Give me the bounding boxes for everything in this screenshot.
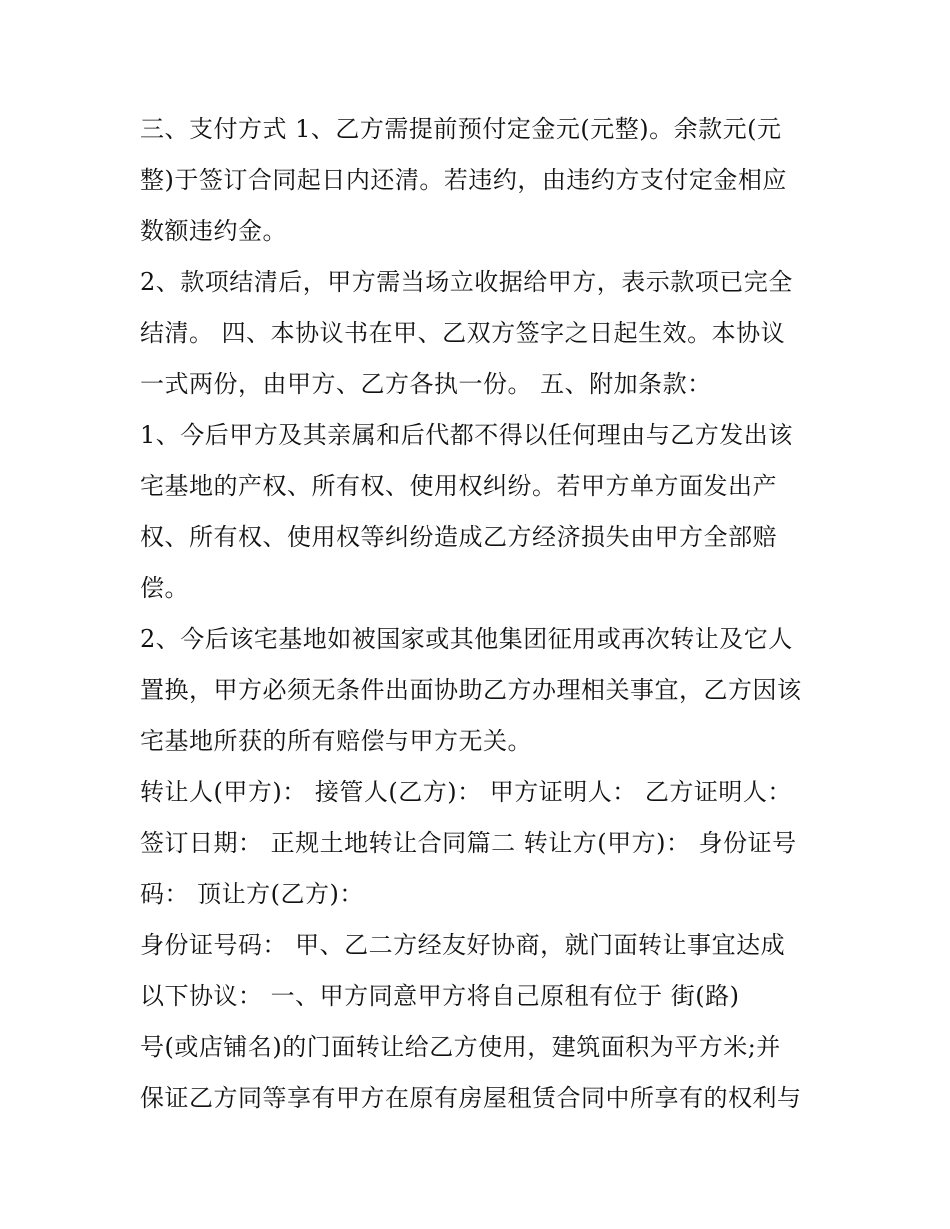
text-line: 偿。: [140, 574, 189, 602]
text-line: 以下协议： 一、甲方同意甲方将自己原租有位于 街(路): [140, 982, 740, 1010]
text-line: 1、今后甲方及其亲属和后代都不得以任何理由与乙方发出该: [140, 421, 793, 449]
document-body: [140, 104, 820, 1124]
text-line: 转让人(甲方)： 接管人(乙方)： 甲方证明人： 乙方证明人：: [140, 778, 792, 806]
text-line: 宅基地所获的所有赔偿与甲方无关。: [140, 727, 532, 755]
text-line: 数额违约金。: [140, 217, 287, 245]
text-line: 码： 顶让方(乙方)：: [140, 880, 364, 908]
text-line: 签订日期： 正规土地转让合同篇二 转让方(甲方)： 身份证号: [140, 829, 797, 857]
text-line: 权、所有权、使用权等纠纷造成乙方经济损失由甲方全部赔: [140, 523, 777, 551]
text-line: 一式两份，由甲方、乙方各执一份。 五、附加条款：: [140, 370, 712, 398]
text-line: 整)于签订合同起日内还清。若违约，由违约方支付定金相应: [140, 166, 787, 194]
text-line: 号(或店铺名)的门面转让给乙方使用，建筑面积为平方米;并: [140, 1033, 781, 1061]
text-line: 三、支付方式 1、乙方需提前预付定金元(元整)。余款元(元: [140, 115, 782, 143]
text-line: 2、今后该宅基地如被国家或其他集团征用或再次转让及它人: [140, 625, 793, 653]
text-line: 2、款项结清后，甲方需当场立收据给甲方，表示款项已完全: [140, 268, 793, 296]
text-line: 身份证号码： 甲、乙二方经友好协商，就门面转让事宜达成: [140, 931, 786, 959]
text-line: 宅基地的产权、所有权、使用权纠纷。若甲方单方面发出产: [140, 472, 777, 500]
text-line: 保证乙方同等享有甲方在原有房屋租赁合同中所享有的权利与: [140, 1084, 802, 1112]
text-line: 置换，甲方必须无条件出面协助乙方办理相关事宜，乙方因该: [140, 676, 802, 704]
text-line: 结清。 四、本协议书在甲、乙双方签字之日起生效。本协议: [140, 319, 786, 347]
